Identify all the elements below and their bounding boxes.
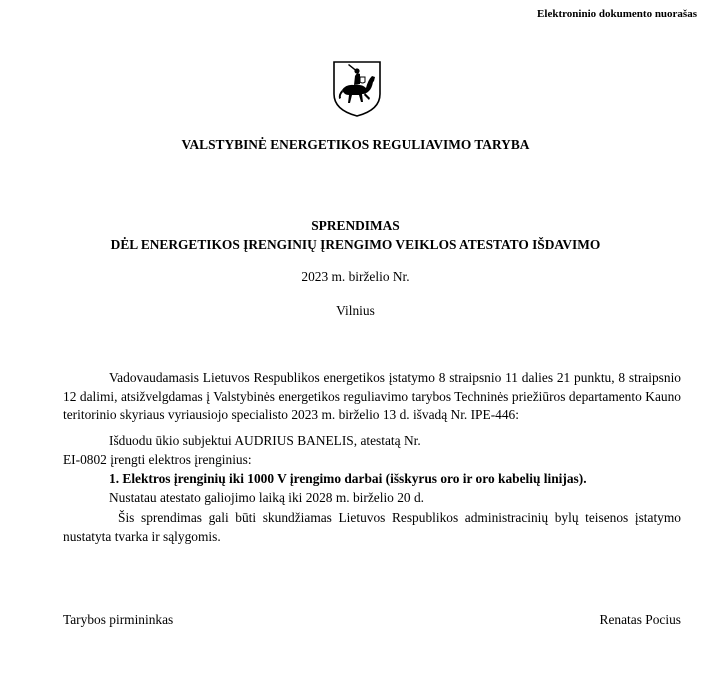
document-title: DĖL ENERGETIKOS ĮRENGINIŲ ĮRENGIMO VEIKLOS ATESTATO IŠDAVIMO (110, 237, 601, 252)
signatory-name: Renatas Pocius (599, 612, 681, 627)
issue-continuation: EI-0802 įrengti elektros įrenginius: (63, 452, 252, 467)
legal-basis-text: Vadovaudamasis Lietuvos Respublikos energetikos įstatymo 8 straipsnio 11 dalies 21 punktu, 8 straipsnio 12 dalimi, atsižvelgdamas į Valstybinės energetikos reguliavimo tarybos Techninės priežiūros departamento Kauno teritorinio skyriaus vyriausiojo specialisto 2023 m. birželio 13 d. išvadą Nr. IPE-446: (63, 370, 681, 422)
document-date: 2023 m. birželio Nr. (301, 269, 410, 284)
document-copy-label: Elektroninio dokumento nuorašas (537, 8, 697, 20)
legal-basis-paragraph (63, 369, 681, 425)
institution-name: VALSTYBINĖ ENERGETIKOS REGULIAVIMO TARYBA (181, 137, 530, 152)
appeal-paragraph (63, 509, 681, 546)
work-item-1: 1. Elektros įrenginių iki 1000 V įrengimo darbai (išskyrus oro ir oro kabelių linijas). (109, 471, 587, 486)
document-type: SPRENDIMAS (311, 218, 400, 233)
validity-statement: Nustatau atestato galiojimo laiką iki 2028 m. birželio 20 d. (109, 490, 424, 505)
appeal-text: Šis sprendimas gali būti skundžiamas Lietuvos Respublikos administracinių bylų teisenos įstatymo nustatyta tvarka ir sąlygomis. (63, 510, 681, 544)
issue-line: Išduodu ūkio subjektui AUDRIUS BANELIS, atestatą Nr. (109, 433, 421, 448)
signatory-role: Tarybos pirmininkas (63, 612, 174, 627)
vytis-coat-of-arms-icon (332, 60, 382, 118)
document-place: Vilnius (336, 303, 375, 318)
